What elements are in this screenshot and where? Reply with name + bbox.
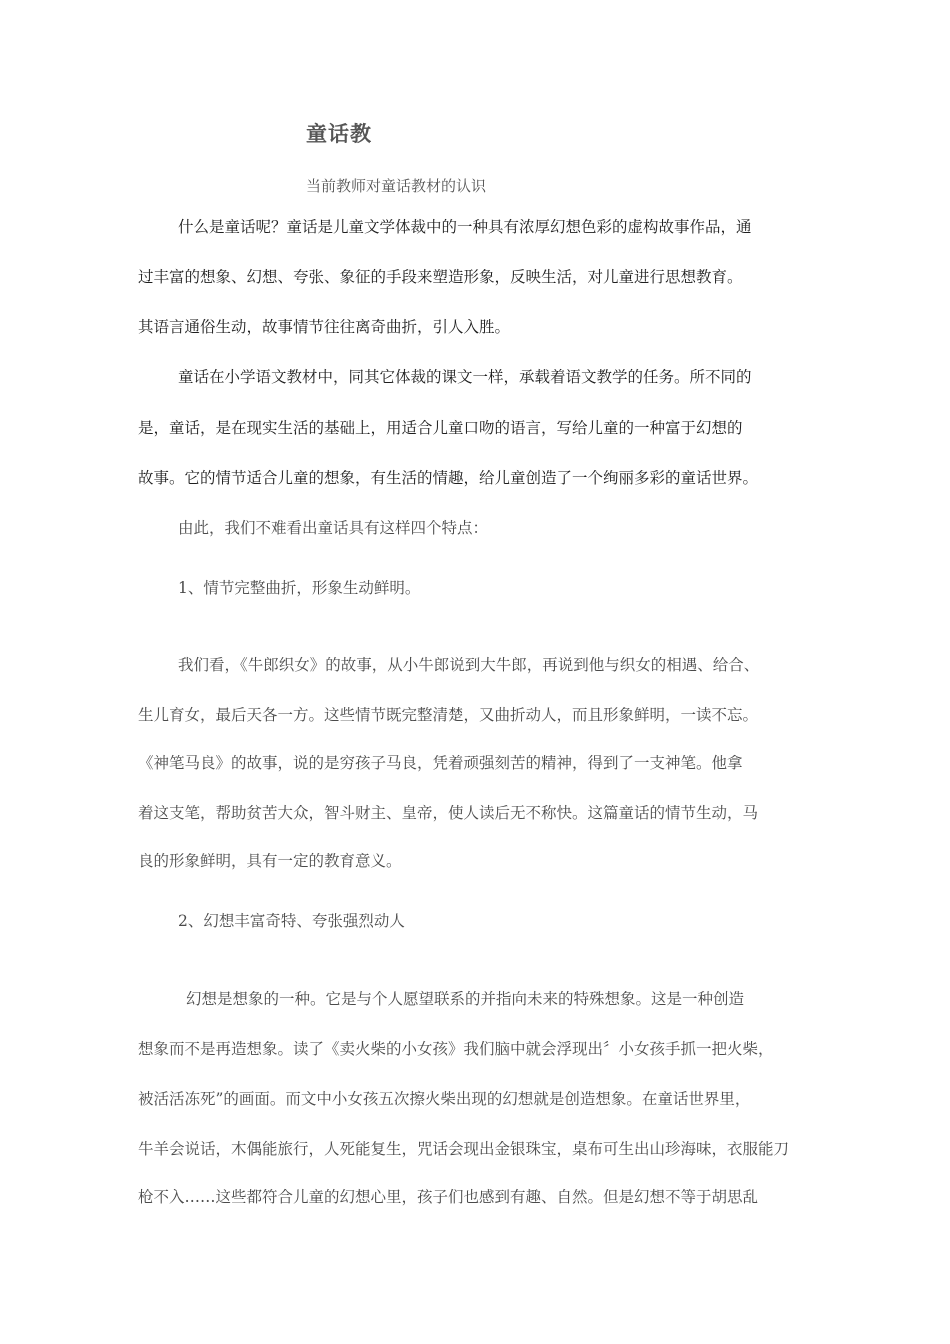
paragraph-line: 由此，我们不难看出童话具有这样四个特点： xyxy=(178,519,489,537)
document-subtitle: 当前教师对童话教材的认识 xyxy=(306,177,487,195)
paragraph-line: 《神笔马良》的故事，说的是穷孩子马良，凭着顽强刻苦的精神，得到了一支神笔。他拿 xyxy=(138,754,743,772)
paragraph-line: 童话在小学语文教材中，同其它体裁的课文一样，承载着语文教学的任务。所不同的 xyxy=(178,368,752,386)
section-heading: 1、情节完整曲折，形象生动鲜明。 xyxy=(178,579,421,597)
paragraph-line: 牛羊会说话，木偶能旅行，人死能复生，咒话会现出金银珠宝，桌布可生出山珍海味，衣服能刀 xyxy=(138,1140,790,1158)
paragraph-line: 枪不入……这些都符合儿童的幻想心里，孩子们也感到有趣、自然。但是幻想不等于胡思乱 xyxy=(138,1188,759,1206)
paragraph-line: 过丰富的想象、幻想、夸张、象征的手段来塑造形象，反映生活，对儿童进行思想教育。 xyxy=(138,268,743,286)
paragraph-line: 想象而不是再造想象。读了《卖火柴的小女孩》我们脑中就会浮现出〞小女孩手抓一把火柴， xyxy=(138,1040,774,1058)
paragraph-line: 故事。它的情节适合儿童的想象，有生活的情趣，给儿童创造了一个绚丽多彩的童话世界。 xyxy=(138,469,759,487)
paragraph-line: 什么是童话呢？童话是儿童文学体裁中的一种具有浓厚幻想色彩的虚构故事作品，通 xyxy=(178,218,752,236)
paragraph-line: 着这支笔，帮助贫苦大众，智斗财主、皇帝，使人读后无不称快。这篇童话的情节生动，马 xyxy=(138,804,759,822)
paragraph-line: 我们看，《牛郎织女》的故事，从小牛郎说到大牛郎，再说到他与织女的相遇、给合、 xyxy=(178,656,760,674)
paragraph-line: 是，童话，是在现实生活的基础上，用适合儿童口吻的语言，写给儿童的一种富于幻想的 xyxy=(138,419,743,437)
paragraph-line: 被活活冻死”的画面。而文中小女孩五次擦火柴出现的幻想就是创造想象。在童话世界里， xyxy=(138,1090,751,1108)
section-heading: 2、幻想丰富奇特、夸张强烈动人 xyxy=(178,912,405,930)
document-title: 童话教 xyxy=(306,122,372,146)
paragraph-line: 良的形象鲜明，具有一定的教育意义。 xyxy=(138,852,402,870)
paragraph-line: 其语言通俗生动，故事情节往往离奇曲折，引人入胜。 xyxy=(138,318,511,336)
paragraph-line: 幻想是想象的一种。它是与个人愿望联系的并指向未来的特殊想象。这是一种创造 xyxy=(186,990,745,1008)
paragraph-line: 生儿育女，最后天各一方。这些情节既完整清楚，又曲折动人，而且形象鲜明，一读不忘。 xyxy=(138,706,759,724)
